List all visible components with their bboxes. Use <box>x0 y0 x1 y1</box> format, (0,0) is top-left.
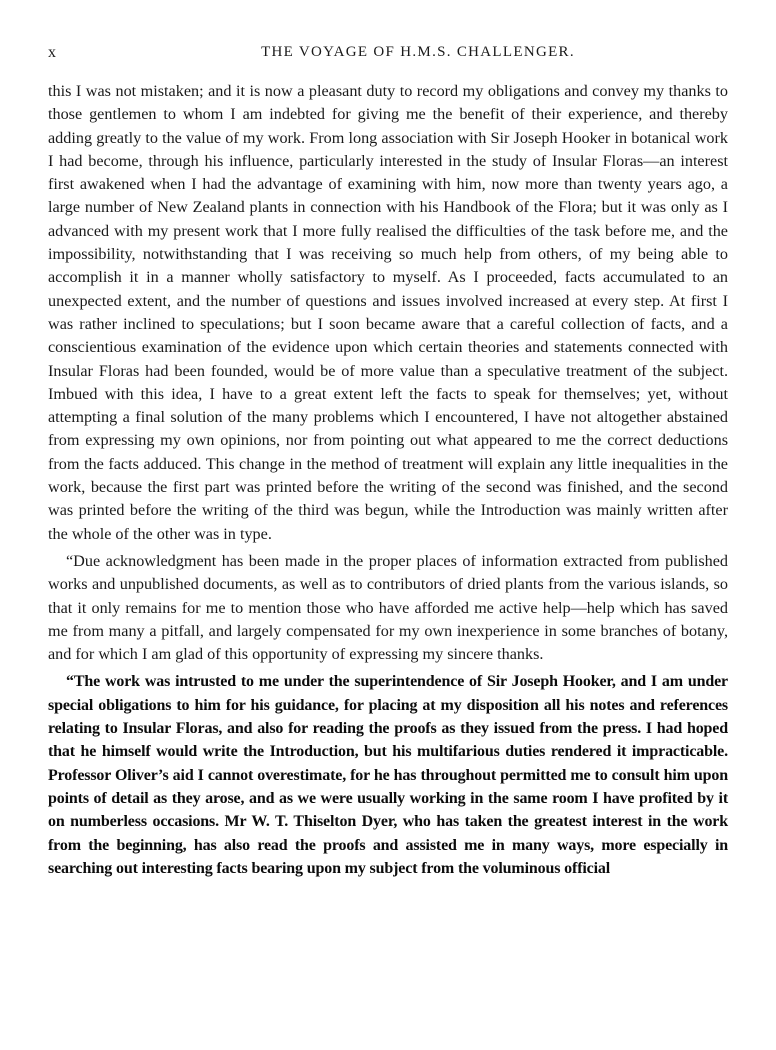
paragraph-2: “Due acknowledgment has been made in the proper places of information extracted from published works and unpublished documents, as well as to contributors of dried plants from the various islands, so that it only remains for me to mention those who have afforded me active help—help which has saved me from many a pitfall, and largely compensated for my own inexperience in some branches of botany, and for which I am glad of this opportunity of expressing my sincere thanks. <box>48 551 728 664</box>
page-number: x <box>48 44 57 61</box>
running-header <box>48 44 728 66</box>
body-text <box>48 80 728 884</box>
paragraph-3: “The work was intrusted to me under the superintendence of Sir Joseph Hooker, and I am under special obligations to him for his guidance, for placing at my disposition all his notes and references relating to Insular Floras, and also for reading the proofs as they issued from the press. I had hoped that he himself would write the Introduction, but his multifarious duties rendered it impracticable. Professor Oliver’s aid I cannot overestimate, for he has throughout permitted me to consult him upon points of detail as they arose, and as we were usually working in the same room I have profited by it on numberless occasions. Mr W. T. Thiselton Dyer, who has taken the greatest interest in the work from the beginning, has also read the proofs and assisted me in many ways, more especially in searching out interesting facts bearing upon my subject from the voluminous official <box>48 673 728 877</box>
paragraph-1: this I was not mistaken; and it is now a pleasant duty to record my obligations and convey my thanks to those gentlemen to whom I am indebted for giving me the benefit of their experience, and thereby adding greatly to the value of my work. From long association with Sir Joseph Hooker in botanical work I had become, through his influence, particularly interested in the study of Insular Floras—an interest first awakened when I had the advantage of examining with him, now more than twenty years ago, a large number of New Zealand plants in connection with his Handbook of the Flora; but it was only as I advanced with my present work that I more fully realised the difficulties of the task before me, and the impossibility, notwithstanding that I was receiving so much help from others, of my being able to accomplish it in a manner wholly satisfactory to myself. As I proceeded, facts accumulated to an unexpected extent, and the number of questions and issues involved increased at every step. At first I was rather inclined to speculations; but I soon became aware that a careful collection of facts, and a conscientious examination of the evidence upon which certain theories and statements connected with Insular Floras had been founded, would be of more value than a speculative treatment of the subject. Imbued with this idea, I have to a great extent left the facts to speak for themselves; yet, without attempting a final solution of the many problems which I encountered, I have not altogether abstained from expressing my own opinions, nor from pointing out what appeared to me the correct deductions from the facts adduced. This change in the method of treatment will explain any little inequalities in the work, because the first part was printed before the writing of the second was finished, and the second was printed before the writing of the third was begun, while the Introduction was mainly written after the whole of the other was in type. <box>48 82 728 543</box>
running-title: THE VOYAGE OF H.M.S. CHALLENGER. <box>261 44 575 60</box>
